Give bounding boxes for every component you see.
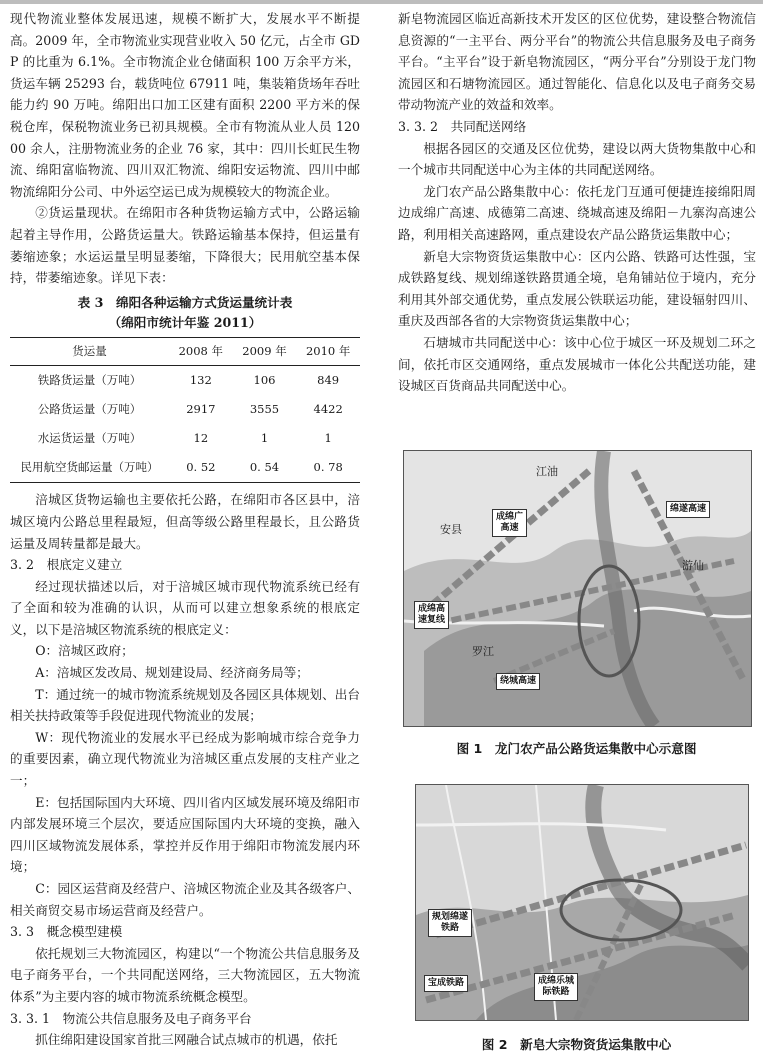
table-cell: 4422 [313,402,343,417]
figure-2-caption: 图 2 新皂大宗物资货运集散中心 [481,1037,672,1052]
table-cell: 0. 78 [296,453,360,483]
table-cell: 0. 52 [169,453,233,483]
table-source: （绵阳市统计年鉴 2011） [108,314,262,330]
section-heading-3-3: 3. 3 概念模型建模 [10,924,123,940]
map-box-chengmianguang: 成绵广 高速 [492,509,527,537]
table-header-cell: 2009 年 [233,337,297,366]
map-box-baocheng-railway: 宝成铁路 [424,975,468,992]
table-cell: 132 [189,373,212,388]
map-label-youxian: 游仙 [682,559,704,572]
table-header-cell: 货运量 [10,337,169,366]
section-heading-3-2: 3. 2 根底定义建立 [10,557,123,573]
map-box-chengmianle-railway: 成绵乐城 际铁路 [534,973,578,1001]
map-box-chengmianfu: 成绵高 速复线 [414,601,449,629]
map-box-mianyao: 绵遂高速 [666,501,710,518]
paragraph-root-definition: 经过现状描述以后，对于涪城区城市现代物流系统已经有了全面和较为准确的认识，从而可以建立想象系统的根底定义，以下是涪城区物流系统的根底定义： [10,578,360,637]
definition-a: A：涪城区发改局、规划建设局、经济商务局等； [35,665,309,681]
table-cell: 水运货运量（万吨） [37,431,142,446]
table-cell: 铁路货运量（万吨） [37,373,142,388]
section-heading-3-3-1: 3. 3. 1 物流公共信息服务及电子商务平台 [10,1010,252,1026]
paragraph-shitang-center: 石塘城市共同配送中心：该中心位于城区一环及规划二环之间，依托市区交通网络，重点发展城市一体化公共配送功能，建设城区百货商品共同配送中心。 [398,334,756,394]
definition-w: W：现代物流业的发展水平已经成为影响城市综合竞争力的重要因素，确立现代物流业为涪城区重点发展的支柱产业之一； [10,729,360,789]
table-cell: 12 [193,431,209,446]
table-header-row [10,337,360,366]
table-cell: 0. 54 [233,453,297,483]
figure-1-map [403,450,752,727]
paragraph-longmen-center: 龙门农产品公路集散中心：依托龙门互通可便捷连接绵阳周边成绵广高速、成德第二高速、绕城高速及绵阳－九寨沟高速公路，利用相关高速路网，重点建设农产品公路货运集散中心； [398,183,756,242]
paragraph-xinzao-center: 新皂大宗物资货运集散中心：区内公路、铁路可达性强，宝成铁路复线、规划绵遂铁路贯通全境，皂角铺站位于境内，充分利用其外部交通优势，重点发展公铁联运功能，建设辐射四川、重庆及西部各省的大宗物资货运集散中心； [398,248,756,329]
paragraph-freight-status: ②货运量现状。在绵阳市各种货物运输方式中，公路运输起着主导作用，公路货运量大。铁路运输基本保持，但运量有萎缩迹象；水运运量呈明显萎缩，下降很大；民用航空基本保持，带萎缩迹象。详见下表： [10,205,360,286]
table-cell: 106 [253,373,276,388]
table-header-cell: 2008 年 [169,337,233,366]
table-row [10,453,360,483]
table-caption: 表 3 绵阳各种运输方式货运量统计表 [77,294,293,310]
table-cell: 3555 [249,402,280,417]
table-header-cell: 2010 年 [296,337,360,366]
table-cell: 公路货运量（万吨） [37,402,142,417]
figure-1-map-drawing [404,451,751,726]
paragraph-logistics-overview: 现代物流业整体发展迅速，规模不断扩大，发展水平不断提高。2009 年，全市物流业实现营业收入 50 亿元，占全市 GDP 的比重为 6.1%。全市物流企业仓储面积 100 万余平方米，货运车辆 25293 台，载货吨位 67911 吨，集装箱货场年吞吐能力约 90 万吨。绵阳出口加工区建有面积 2200 平方米的保税仓库，保税物流业务已初具规模。全市有物流从业人员 12000 余人，注册物流业务的企业 76 家，其中：四川长虹民生物流、绵阳富临物流、四川双汇物流、绵阳安运物流、四川中邮物流绵阳分公司、中外运空运已成为规模较大的物流企业。 [10,11,360,199]
paragraph-concept-model: 依托规划三大物流园区，构建以“一个物流公共信息服务及电子商务平台，一个共同配送网络，三大物流园区，五大物流体系”为主要内容的城市物流系统概念模型。 [10,945,360,1004]
section-heading-3-3-2: 3. 3. 2 共同配送网络 [398,118,527,134]
paragraph-platform-intro: 抓住绵阳建设国家首批三网融合试点城市的机遇，依托 [35,1032,338,1048]
definition-t: T：通过统一的城市物流系统规划及各园区具体规划、出台相关扶持政策等手段促进现代物流业的发展； [10,686,360,724]
definition-e: E：包括国际国内大环境、四川省内区域发展环境及绵阳市内部发展环境三个层次，要适应国际国内大环境的变换，融入四川区域物流发展体系，掌控并反作用于绵阳市物流发展内环境； [10,794,360,875]
table-cell: 2917 [186,402,216,417]
freight-volume-table [10,337,360,484]
table-row [10,366,360,396]
paragraph-distribution-network: 根据各园区的交通及区位优势，建设以两大货物集散中心和一个城市共同配送中心为主体的共同配送网络。 [398,140,756,178]
table-cell: 849 [317,373,340,388]
map-box-raocheng: 绕城高速 [496,673,540,690]
paragraph-fucheng-transport: 涪城区货物运输也主要依托公路，在绵阳市各区县中，涪城区境内公路总里程最短，但高等级公路里程最长，且公路货运量及周转量都是最大。 [10,492,360,551]
right-column [398,8,756,397]
table-cell: 1 [260,431,269,446]
map-label-anxian: 安县 [440,523,462,536]
map-box-mianhui-railway: 规划绵遂 铁路 [428,909,472,937]
paragraph-platform-cont: 新皂物流园区临近高新技术开发区的区位优势，建设整合物流信息资源的“一主平台、两分平台”的物流公共信息服务及电子商务平台。“主平台”设于新皂物流园区，“两分平台”分别设于龙门物流园区和石塘物流园区。通过智能化、信息化以及电子商务交易带动物流产业的效益和效率。 [398,11,756,113]
definition-o: O：涪城区政府； [35,643,134,659]
table-row [10,424,360,453]
figure-1-caption: 图 1 龙门农产品公路货运集散中心示意图 [456,741,697,756]
definition-c: C：园区运营商及经营户、涪城区物流企业及其各级客户、相关商贸交易市场运营商及经营户。 [10,881,360,918]
left-column [10,8,360,1051]
page-header-bar [0,0,763,4]
table-row [10,395,360,424]
table-cell: 1 [324,431,332,446]
map-label-luojiang: 罗江 [472,645,494,658]
map-label-jiangyou: 江油 [536,465,558,478]
figure-2-map [415,784,749,1021]
table-cell: 民用航空货邮运量（万吨） [10,453,169,483]
